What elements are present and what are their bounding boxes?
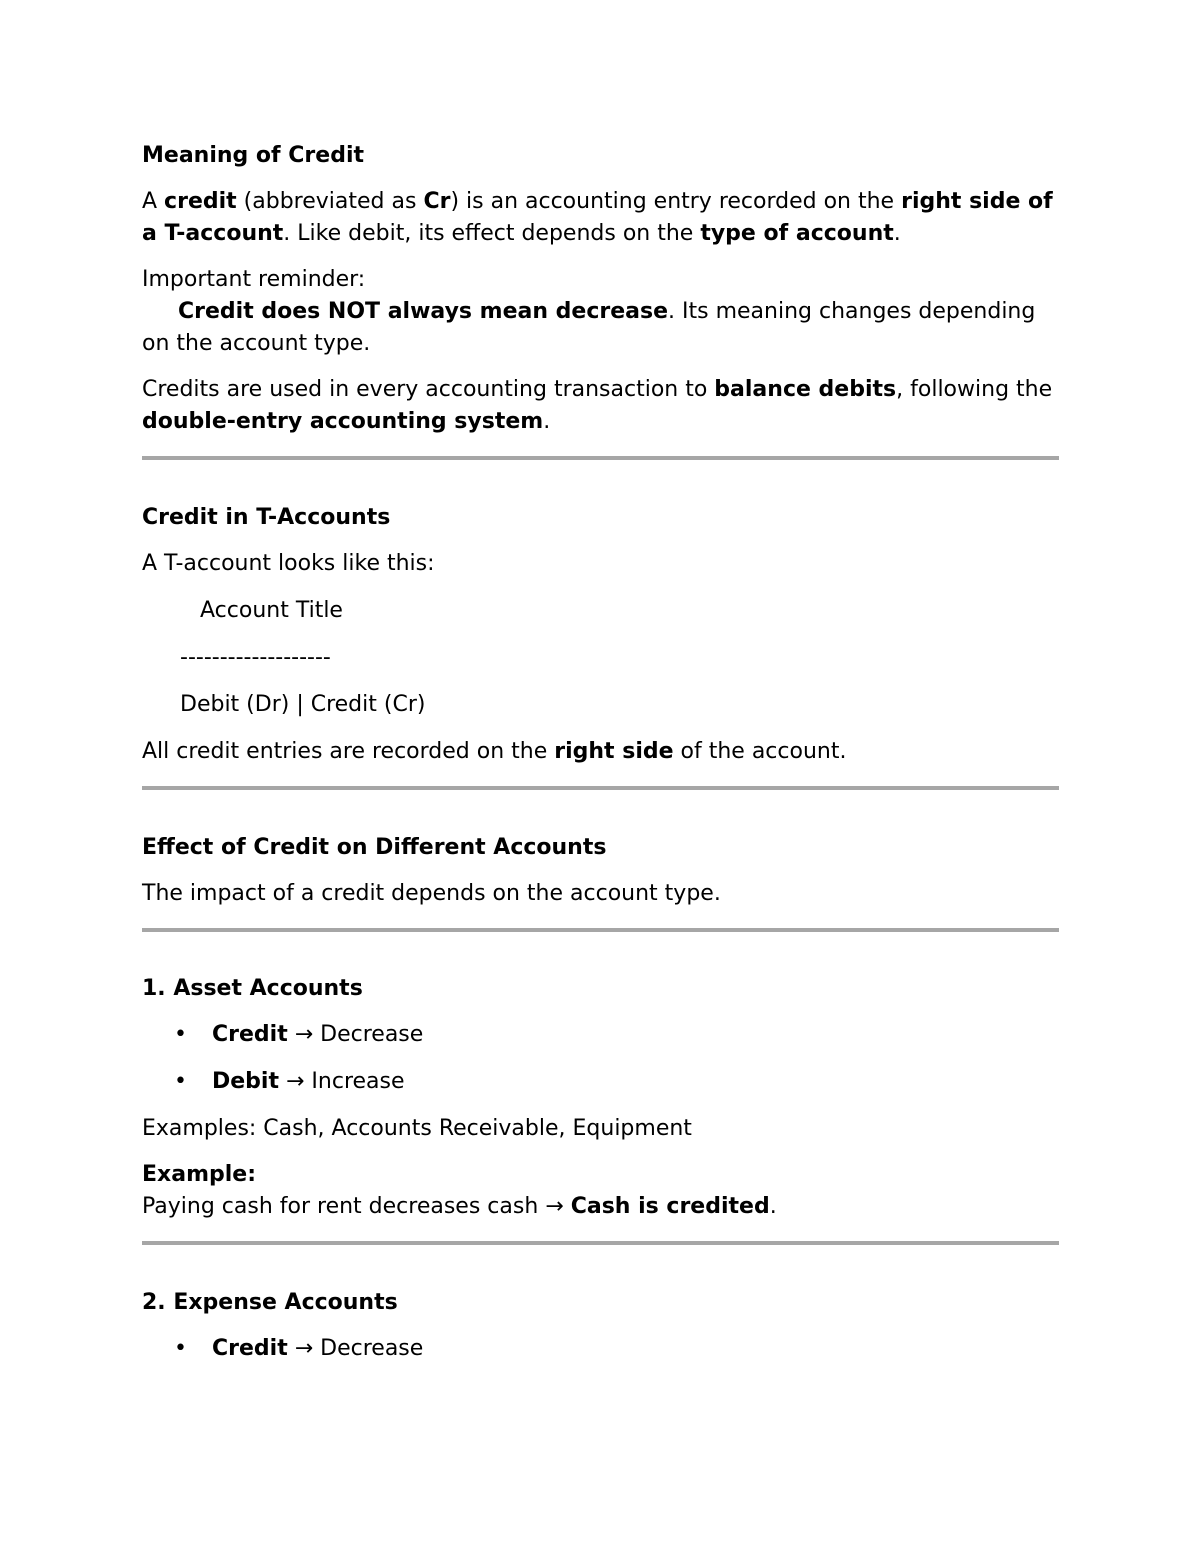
paragraph-t-account-intro: A T-account looks like this: <box>142 551 435 576</box>
t-account-columns-line: Debit (Dr) | Credit (Cr) <box>180 692 426 717</box>
bullet-icon: • <box>174 1336 187 1361</box>
paragraph-effect-intro: The impact of a credit depends on the account type. <box>142 881 721 906</box>
paragraph-credit-definition: A credit (abbreviated as Cr) is an accounting entry recorded on the right side of a T-account. Like debit, its effect depends on the type of account. <box>142 189 1053 246</box>
bullet-icon: • <box>174 1022 187 1047</box>
asset-bullet-list <box>142 1019 1059 1098</box>
document-body <box>142 140 1059 1380</box>
horizontal-rule <box>142 1241 1059 1245</box>
paragraph-right-side: All credit entries are recorded on the right side of the account. <box>142 739 847 764</box>
list-item: • Debit → Increase <box>142 1066 1059 1098</box>
horizontal-rule <box>142 456 1059 460</box>
list-item: • Credit → Decrease <box>142 1019 1059 1051</box>
paragraph-asset-examples: Examples: Cash, Accounts Receivable, Equipment <box>142 1116 692 1141</box>
example-label: Example: <box>142 1162 256 1187</box>
paragraph-balance-debits: Credits are used in every accounting transaction to balance debits, following the double-entry accounting system. <box>142 377 1053 434</box>
bullet-icon: • <box>174 1069 187 1094</box>
list-item: • Credit → Decrease <box>142 1333 1059 1365</box>
paragraph-asset-example: Paying cash for rent decreases cash → Cash is credited. <box>142 1194 777 1219</box>
paragraph-important-reminder: Important reminder: Credit does NOT always mean decrease. Its meaning changes depending on the account type. <box>142 267 1036 356</box>
heading-expense-accounts: 2. Expense Accounts <box>142 1290 398 1315</box>
heading-effect-of-credit: Effect of Credit on Different Accounts <box>142 835 607 860</box>
horizontal-rule <box>142 786 1059 790</box>
horizontal-rule <box>142 928 1059 932</box>
heading-asset-accounts: 1. Asset Accounts <box>142 976 363 1001</box>
heading-meaning-of-credit: Meaning of Credit <box>142 143 364 168</box>
t-account-dash-line: ------------------- <box>180 645 331 670</box>
t-account-title-line: Account Title <box>200 598 343 623</box>
expense-bullet-list <box>142 1333 1059 1365</box>
heading-credit-in-t-accounts: Credit in T-Accounts <box>142 505 391 530</box>
